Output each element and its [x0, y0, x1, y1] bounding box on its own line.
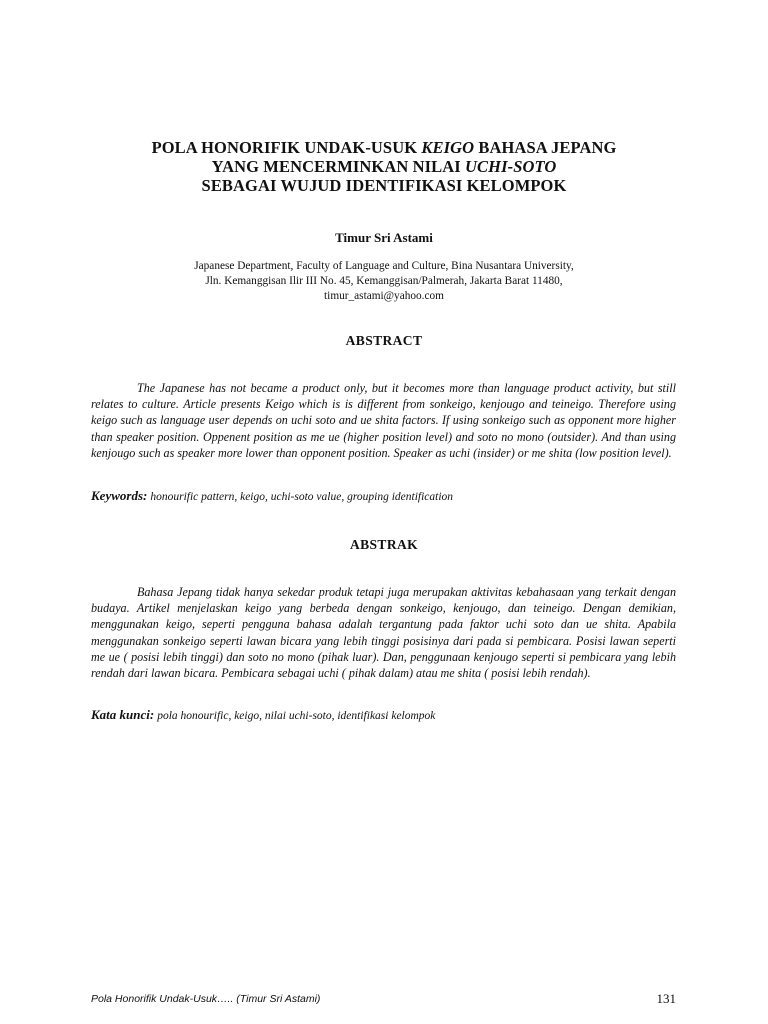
- affiliation-line-2: Jln. Kemanggisan Ilir III No. 45, Kemanggisan/Palmerah, Jakarta Barat 11480,: [205, 275, 563, 287]
- paper-title: [70, 138, 698, 195]
- running-footer-title: Pola Honorifik Undak-Usuk….. (Timur Sri Astami): [91, 993, 321, 1005]
- title-line-2: YANG MENCERMINKAN NILAI UCHI-SOTO: [211, 157, 557, 176]
- title-italic-uchi-soto: UCHI-SOTO: [465, 157, 557, 176]
- abstract-paragraph: The Japanese has not became a product only, but it becomes more than language product activity, but still relates to culture. Article presents Keigo which is is different from sonkeigo, kenjougo and teineigo. Therefore using keigo such as language user depends on uchi soto and ue shita factors. If using sonkeigo such as opponent more higher than speaker position. Oppenent position as me ue (higher position level) and soto no mono (outsider). And than using kenjougo such as speaker more lower than opponent position. Speaker as uchi (insider) or me shita (low position level).: [91, 381, 676, 460]
- abstract-heading: ABSTRACT: [345, 333, 423, 348]
- kata-kunci-label: Kata kunci:: [91, 707, 155, 722]
- author-name: Timur Sri Astami: [335, 230, 433, 245]
- keywords-line: [91, 488, 676, 504]
- affiliation-line-1: Japanese Department, Faculty of Language and Culture, Bina Nusantara University,: [194, 260, 574, 272]
- abstrak-heading: ABSTRAK: [349, 537, 419, 552]
- abstrak-body: [91, 584, 676, 681]
- author-affiliation: [0, 259, 768, 304]
- abstrak-paragraph: Bahasa Jepang tidak hanya sekedar produk tetapi juga merupakan aktivitas kebahasaan yang terkait dengan budaya. Artikel menjelaskan keigo yang berbeda dengan sonkeigo, kenjougo, dan teineigo. Dengan demikian, menggunakan keigo, seperti pengguna bahasa adalah tergantung pada faktor uchi soto dan ue shita. Apabila menggunakan sonkeigo seperti lawan bicara yang lebih tinggi posisinya dari pada si pembicara. Posisi lawan seperti me ue ( posisi lebih tinggi) dan soto no mono (pihak luar). Dan, penggunaan kenjougo seperti si pembicara yang lebih rendah dari lawan bicara. Pembicara sebagai uchi ( pihak dalam) atau me shita ( posisi lebih rendah).: [91, 585, 676, 681]
- title-italic-keigo: KEIGO: [421, 138, 475, 157]
- kata-kunci-value: pola honourific, keigo, nilai uchi-soto, identifikasi kelompok: [157, 710, 436, 722]
- abstract-body: [91, 380, 676, 461]
- page-number: 131: [656, 991, 676, 1006]
- kata-kunci-line: [91, 707, 676, 723]
- keywords-value: honourific pattern, keigo, uchi-soto value, grouping identification: [150, 491, 454, 503]
- title-line-1: POLA HONORIFIK UNDAK-USUK KEIGO BAHASA JEPANG: [151, 138, 617, 157]
- title-line-3: SEBAGAI WUJUD IDENTIFIKASI KELOMPOK: [201, 176, 567, 195]
- keywords-label: Keywords:: [91, 488, 148, 503]
- author-email: timur_astami@yahoo.com: [324, 290, 444, 302]
